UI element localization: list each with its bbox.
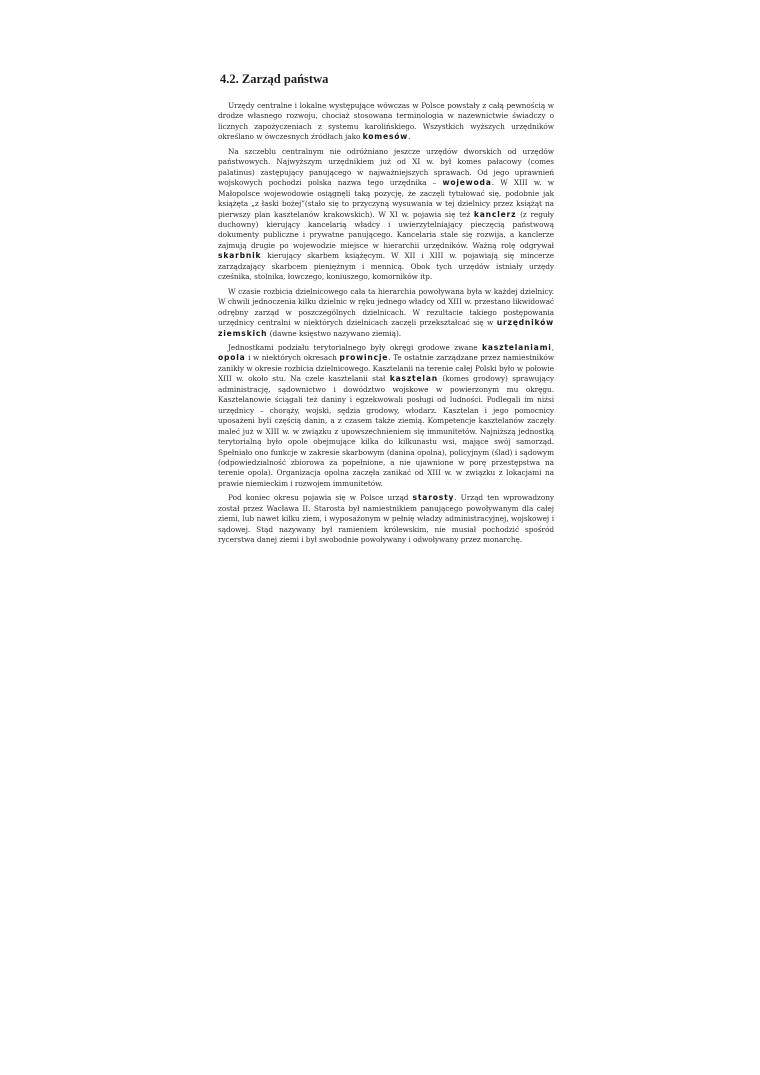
paragraph <box>218 343 554 489</box>
section-heading: 4.2. Zarząd państwa <box>220 72 329 86</box>
paragraph-text: . Urząd ten wprowadzony został przez Wacława II. Starosta był namiestnikiem panującego powoływanym dla całej ziemi, lub nawet kilku ziem, i wyposażonym w pełnię władzy administracyjnej, wojskowej i sądowej. Stąd nazywany był ramieniem królewskim, nie musiał pochodzić spośród rycerstwa danej ziemi i był swobodnie powoływany i odwoływany przez monarchę. <box>218 493 554 545</box>
paragraph-text: Jednostkami podziału terytorialnego były okręgi grodowe zwane <box>228 342 483 352</box>
paragraph-text: , <box>551 342 554 352</box>
paragraph-text: (z reguły duchowny) kierujący kancelarią władcy i uwierzytelniający pieczęcią państwową dokumenty publiczne i prywatne panującego. Kancelaria stale się rozwija, a kanclerze zajmują drugie po wojewodzie miejsce w hierarchii urzędników. Ważną rolę odgrywał <box>218 209 554 250</box>
paragraph <box>218 147 554 283</box>
paragraph-text: (dawne księstwo nazywano ziemią). <box>267 328 402 338</box>
paragraph-text: Na szczeblu centralnym nie odróżniano jeszcze urzędów dworskich od urzędów państwowych. Najwyższym urzędnikiem już od XI w. był komes pałacowy (comes palatinus) zastępujący panującego w najważniejszych sprawach. Od jego uprawnień wojskowych pochodzi polska nazwa tego urzędnika – <box>218 146 554 188</box>
paragraph-text: . <box>408 132 411 142</box>
key-term: starosty <box>412 493 455 503</box>
paragraph-text: kierujący skarbem książęcym. W XII i XIII w. pojawiają się mincerze zarządzający skarbcem pieniężnym i mennicą. Obok tych urzędów istniały urzędy cześnika, stolnika, łowczego, koniuszego, komorników itp. <box>218 251 554 282</box>
paragraph-text: Urzędy centralne i lokalne występujące wówczas w Polsce powstały z całą pewnością w drodze własnego rozwoju, chociaż stosowana terminologia w nazewnictwie świadczy o licznych zapożyczeniach z systemu karolińskiego. Wszystkich wyższych urzędników określano w ówczesnych źródłach jako <box>218 101 554 142</box>
key-term: urzędników ziemskich <box>218 318 554 338</box>
key-term: kasztelan <box>389 374 438 384</box>
key-term: wojewoda <box>442 178 492 188</box>
document-page <box>218 72 554 550</box>
key-term: kasztelaniami <box>482 342 552 352</box>
paragraph-text: Pod koniec okresu pojawia się w Polsce urząd <box>228 493 413 503</box>
paragraph-text: (komes grodowy) sprawujący administrację, sądownictwo i dowództwo wojskowe w powierzonym mu okręgu. Kasztelanowie ściągali też daniny i egzekwowali posługi od ludności. Podlegali im niżsi urzędnicy – chorąży, wojski, sędzia grodowy, włodarz. Kasztelan i jego pomocnicy uposażeni byli częścią danin, a z czasem także ziemią. Kompetencje kasztelanów zaczęły maleć już w XIII w. w związku z upowszechnieniem się immunitetów. Najniższą jednostką terytorialną było opole obejmujące kilka do kilkunastu wsi, mające swój samorząd. Spełniało ono funkcje w zakresie skarbowym (danina opolna), policyjnym (ślad) i sądowym (odpowiedzialność zbiorowa za popełnione, a nie ujawnione w porę przestępstwa na terenie opola). Organizacja opolna zaczęła zanikać od XIII w. w związku z lokacjami na prawie niemieckim i rozwojem immunitetów. <box>218 374 554 488</box>
paragraph-text: . Te ostatnie zarządzane przez namiestników zanikły w okresie rozbicia dzielnicowego. Kasztelanii na terenie całej Polski było w połowie XIII w. około stu. Na czele kasztelanii stał <box>218 353 554 384</box>
paragraph-text: i w niektórych okresach <box>245 353 340 363</box>
document-body <box>218 101 554 546</box>
key-term: skarbnik <box>218 251 262 261</box>
paragraph-text: . W XIII w. w Małopolsce wojewodowie osiągnęli taką pozycję, że zaczęli tytułować się, podobnie jak książęta „z łaski bożej”(stało się to przyczyną wysuwania w tej dzielnicy przez książąt na pierwszy plan kasztelanów krakowskich). W XI w. pojawia się też <box>218 178 554 219</box>
key-term: prowincje <box>339 353 389 363</box>
paragraph <box>218 287 554 339</box>
key-term: kanclerz <box>473 209 517 219</box>
key-term: opola <box>218 353 246 363</box>
paragraph <box>218 101 554 143</box>
key-term: komesów <box>362 132 409 142</box>
paragraph <box>218 493 554 545</box>
paragraph-text: W czasie rozbicia dzielnicowego cała ta hierarchia powoływana była w każdej dzielnicy. W chwili jednoczenia kilku dzielnic w ręku jednego władcy od XIII w. przestano likwidować odrębny zarząd w poszczególnych dzielnicach. W rezultacie takiego postępowania urzędnicy centralni w niektórych dzielnicach zaczęli przekształcać się w <box>218 286 554 328</box>
